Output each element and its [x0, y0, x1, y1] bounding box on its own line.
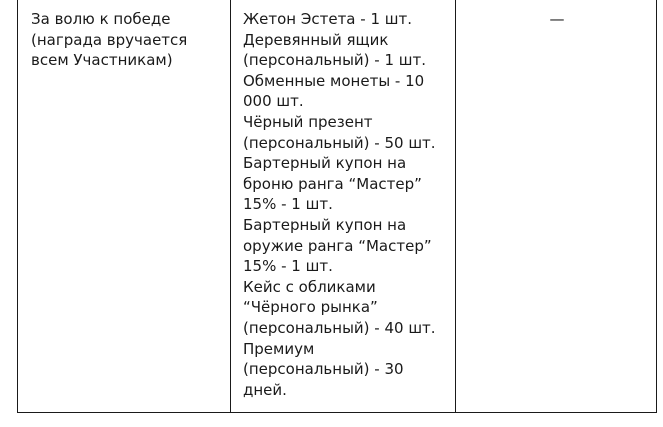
reward-line: Кейс с обликами [243, 277, 376, 296]
table-divider-1 [230, 0, 231, 412]
reward-line: (персональный) - 50 шт. [243, 133, 436, 152]
empty-dash: — [549, 10, 565, 28]
condition-line: всем Участникам) [31, 51, 173, 70]
reward-line: Деревянный ящик [243, 30, 389, 49]
reward-line: (персональный) - 40 шт. [243, 318, 436, 337]
reward-line: Премиум [243, 339, 315, 358]
condition-cell [31, 9, 223, 71]
table-border-bottom [17, 412, 657, 413]
reward-line: Обменные монеты - 10 [243, 71, 425, 90]
reward-line: броню ранга “Мастер” [243, 174, 422, 193]
reward-line: дней. [243, 380, 287, 399]
condition-line: (награда вручается [31, 30, 188, 49]
reward-line: 000 шт. [243, 92, 304, 111]
table-border-right [656, 0, 657, 412]
reward-line: 15% - 1 шт. [243, 257, 333, 276]
reward-line: (персональный) - 30 [243, 360, 404, 379]
table-divider-2 [455, 0, 456, 412]
table-border-left [17, 0, 18, 412]
reward-cell [243, 9, 448, 400]
reward-line: 15% - 1 шт. [243, 195, 333, 214]
reward-line: Бартерный купон на [243, 215, 407, 234]
condition-line: За волю к победе [31, 10, 171, 28]
reward-line: Чёрный презент [243, 112, 373, 131]
reward-line: Жетон Эстета - 1 шт. [243, 10, 412, 28]
extra-cell [456, 9, 658, 30]
reward-line: “Чёрного рынка” [243, 298, 378, 317]
reward-line: оружие ранга “Мастер” [243, 236, 432, 255]
reward-line: (персональный) - 1 шт. [243, 51, 427, 70]
reward-line: Бартерный купон на [243, 154, 407, 173]
